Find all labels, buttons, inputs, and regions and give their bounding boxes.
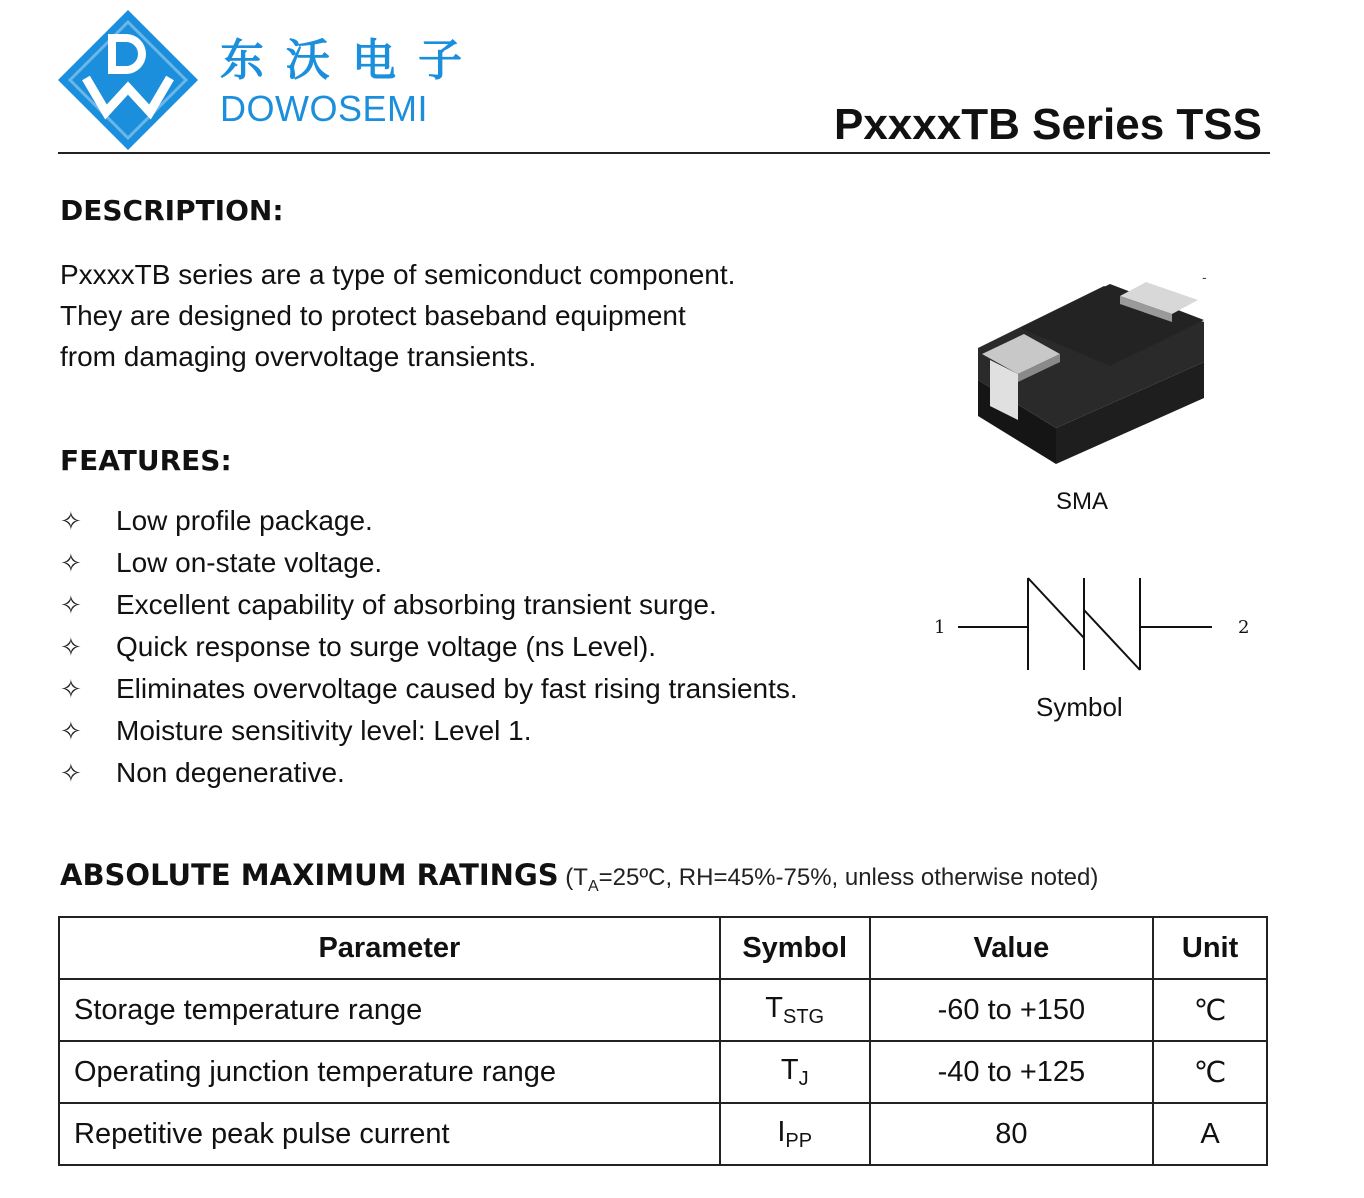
feature-text: Low on-state voltage. bbox=[116, 547, 383, 578]
feature-item bbox=[60, 668, 798, 710]
brand-name-english: DOWOSEMI bbox=[220, 88, 428, 129]
column-header: Parameter bbox=[59, 917, 720, 979]
sparkle-bullet-icon: ✧ bbox=[60, 758, 82, 788]
feature-text: Quick response to surge voltage (ns Level). bbox=[116, 631, 657, 662]
parameter-cell: Operating junction temperature range bbox=[59, 1041, 720, 1103]
ratings-note: ($T_A=25ºC$, RH=45%-75%, unless otherwise noted) bbox=[558, 864, 1099, 895]
column-header: Value bbox=[870, 917, 1153, 979]
feature-item bbox=[60, 626, 798, 668]
feature-text: Moisture sensitivity level: Level 1. bbox=[116, 715, 532, 746]
column-header: Symbol bbox=[720, 917, 870, 979]
feature-item bbox=[60, 710, 798, 752]
features-list bbox=[60, 500, 798, 794]
ratings-table bbox=[58, 916, 1268, 1166]
table-header-row bbox=[59, 917, 1267, 979]
header-divider bbox=[58, 152, 1270, 154]
pin-1-label: 1 bbox=[934, 617, 946, 638]
ratings-heading bbox=[60, 858, 1098, 896]
description-line: They are designed to protect baseband equipment bbox=[60, 300, 686, 331]
sparkle-bullet-icon: ✧ bbox=[60, 716, 82, 746]
sparkle-bullet-icon: ✧ bbox=[60, 506, 82, 536]
description-heading: DESCRIPTION: bbox=[60, 194, 284, 227]
feature-item bbox=[60, 584, 798, 626]
parameter-cell: Storage temperature range bbox=[59, 979, 720, 1041]
feature-text: Non degenerative. bbox=[116, 757, 345, 788]
description-line: from damaging overvoltage transients. bbox=[60, 341, 537, 372]
table-row bbox=[59, 979, 1267, 1041]
page-title: PxxxxTB Series TSS bbox=[833, 100, 1262, 149]
brand-name-chinese: 东沃电子 bbox=[220, 35, 484, 86]
sma-package-image bbox=[960, 270, 1220, 470]
symbol-cell: $T_{STG}$ bbox=[720, 979, 870, 1041]
sparkle-bullet-icon: ✧ bbox=[60, 590, 82, 620]
symbol-label: Symbol bbox=[1036, 692, 1123, 722]
parameter-cell: Repetitive peak pulse current bbox=[59, 1103, 720, 1165]
sparkle-bullet-icon: ✧ bbox=[60, 632, 82, 662]
feature-item bbox=[60, 500, 798, 542]
sma-label: SMA bbox=[1056, 488, 1109, 515]
features-heading: FEATURES: bbox=[60, 444, 232, 477]
value-cell: -40 to +125 bbox=[870, 1041, 1153, 1103]
sparkle-bullet-icon: ✧ bbox=[60, 674, 82, 704]
ratings-title: ABSOLUTE MAXIMUM RATINGS bbox=[60, 858, 559, 892]
feature-text: Low profile package. bbox=[116, 505, 373, 536]
sparkle-bullet-icon: ✧ bbox=[60, 548, 82, 578]
symbol-cell: $T_J$ bbox=[720, 1041, 870, 1103]
table-row bbox=[59, 1103, 1267, 1165]
feature-text: Eliminates overvoltage caused by fast rising transients. bbox=[116, 673, 798, 704]
value-cell: 80 bbox=[870, 1103, 1153, 1165]
description-line: PxxxxTB series are a type of semiconduct component. bbox=[60, 259, 736, 290]
unit-cell: A bbox=[1153, 1103, 1267, 1165]
value-cell: -60 to +150 bbox=[870, 979, 1153, 1041]
unit-cell: ℃ bbox=[1153, 1041, 1267, 1103]
description-text bbox=[60, 254, 735, 377]
tss-circuit-symbol bbox=[920, 570, 1260, 680]
symbol-cell: $I_{PP}$ bbox=[720, 1103, 870, 1165]
feature-item bbox=[60, 752, 798, 794]
column-header: Unit bbox=[1153, 917, 1267, 979]
unit-cell: ℃ bbox=[1153, 979, 1267, 1041]
pin-2-label: 2 bbox=[1238, 617, 1250, 638]
stray-mark: - bbox=[1202, 270, 1207, 285]
dw-diamond-logo-icon bbox=[56, 8, 200, 152]
feature-item bbox=[60, 542, 798, 584]
table-row bbox=[59, 1041, 1267, 1103]
feature-text: Excellent capability of absorbing transient surge. bbox=[116, 589, 717, 620]
